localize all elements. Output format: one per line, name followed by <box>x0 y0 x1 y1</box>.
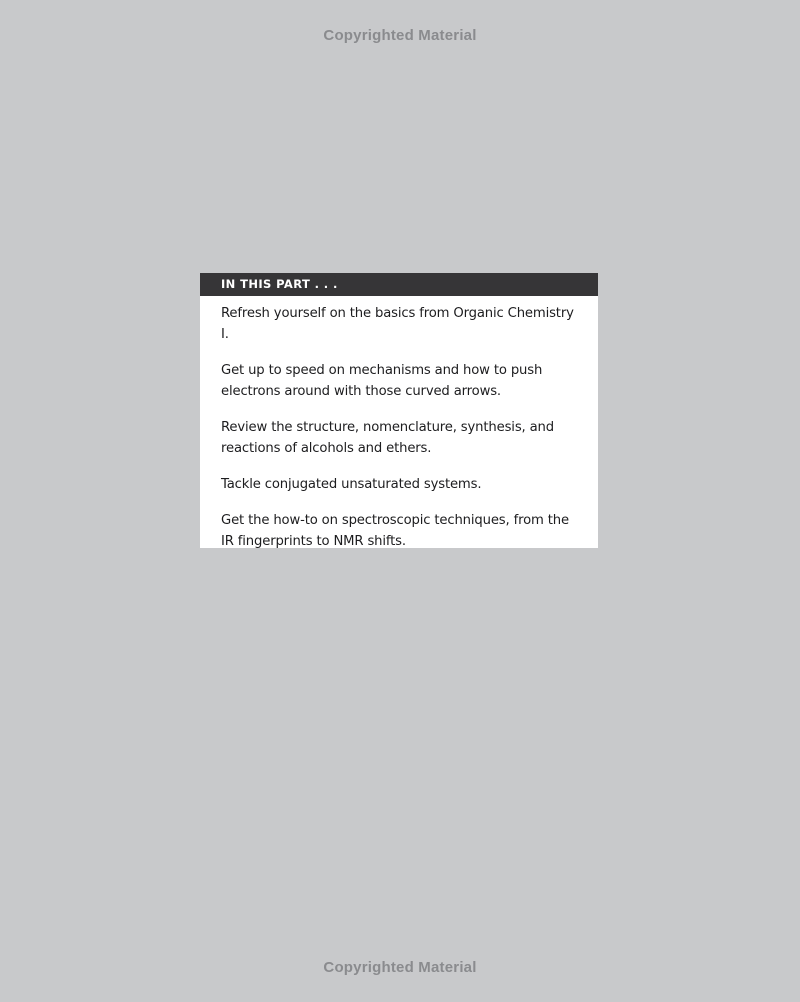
in-this-part-panel <box>200 273 598 548</box>
list-item: Review the structure, nomenclature, synthesis, and reactions of alcohols and ethers. <box>221 420 554 456</box>
watermark-bottom: Copyrighted Material <box>323 959 477 976</box>
watermark-top: Copyrighted Material <box>323 27 477 44</box>
list-item: Get the how-to on spectroscopic techniques, from the IR fingerprints to NMR shifts. <box>221 513 569 549</box>
list-item: Refresh yourself on the basics from Organic Chemistry I. <box>221 306 574 342</box>
part-contents-list <box>200 296 598 552</box>
list-item: Tackle conjugated unsaturated systems. <box>221 477 482 492</box>
list-item: Get up to speed on mechanisms and how to push electrons around with those curved arrows. <box>221 363 543 399</box>
panel-heading: IN THIS PART . . . <box>200 273 598 296</box>
